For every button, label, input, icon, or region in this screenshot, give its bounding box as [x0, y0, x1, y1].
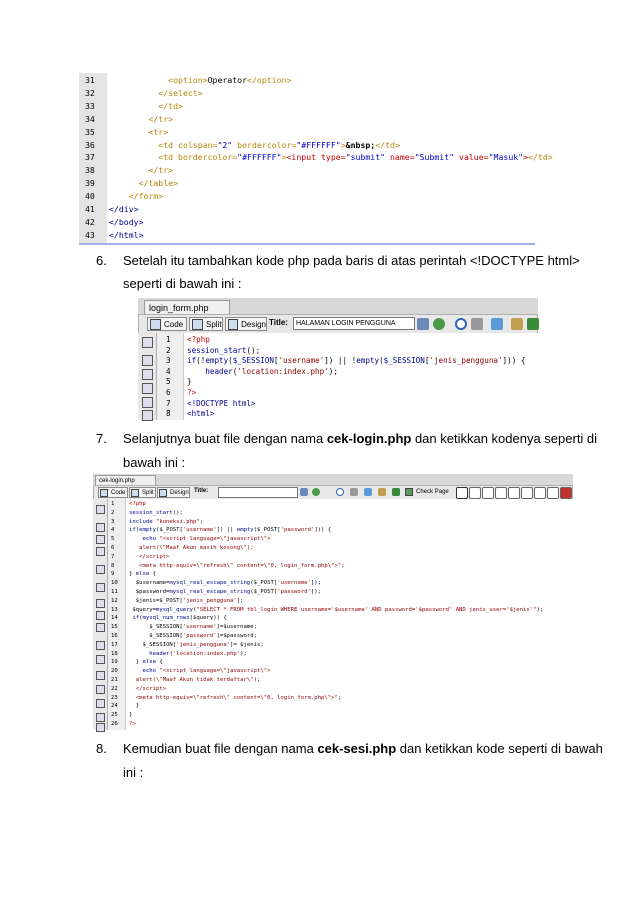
split-view-button[interactable] [189, 317, 223, 331]
code-view-button[interactable] [98, 487, 128, 498]
line-number: 15 [111, 624, 118, 631]
code-line: $_SESSION['username']=$username; [129, 624, 257, 631]
step-7-text-pre: Selanjutnya buat file dengan nama [123, 431, 327, 446]
code-line: </td> [158, 100, 183, 111]
code-line: <td colspan="2" bordercolor="#FFFFFF">&nbsp;</td> [158, 139, 400, 150]
design-view-button[interactable] [157, 487, 190, 498]
file-tab-label: cek-login.php [99, 478, 135, 484]
view-options-icon[interactable] [471, 318, 483, 330]
syntax-error-icon[interactable] [96, 623, 105, 632]
code-line: $username=mysql_real_escape_string($_POST['username']); [129, 580, 321, 587]
file-management-icon[interactable] [417, 318, 429, 330]
line-number: 43 [85, 229, 95, 240]
editor-window-login-form [138, 298, 538, 420]
code-line: </table> [138, 178, 179, 189]
code-line: session_start(); [187, 345, 261, 355]
code-view-label: Code [164, 319, 184, 329]
line-number: 40 [85, 191, 95, 202]
line-number: 26 [111, 721, 118, 727]
open-documents-icon[interactable] [96, 505, 105, 514]
design-view-label: Design [170, 489, 189, 496]
view-options-icon[interactable] [350, 488, 358, 496]
balance-braces-icon[interactable] [96, 583, 105, 592]
line-number: 21 [111, 677, 118, 683]
collapse-selection-icon[interactable] [142, 369, 153, 380]
line-number: 35 [85, 126, 95, 137]
step-6-text: Setelah itu tambahkan kode php pada baris di atas perintah <!DOCTYPE html> [123, 253, 580, 268]
code-line: <?php [187, 335, 210, 344]
line-number: 12 [111, 597, 118, 604]
design-icon [228, 319, 238, 330]
code-line: } [129, 703, 140, 710]
design-view-button[interactable] [225, 317, 267, 331]
step-8-text-pre: Kemudian buat file dengan nama [123, 741, 318, 756]
code-line: $_SESSION['password']=$password; [129, 633, 257, 639]
design-view-label: Design [241, 319, 266, 329]
line-number: 5 [111, 536, 115, 543]
document-toolbar [138, 314, 538, 334]
title-label: Title: [269, 318, 288, 327]
line-number: 36 [85, 139, 95, 150]
line-number: 19 [111, 659, 118, 666]
check-page-label: Check Page [416, 488, 449, 495]
code-line: </tr> [148, 165, 174, 176]
browser-compat-icon[interactable] [392, 488, 400, 496]
design-icon [159, 489, 167, 497]
code-line: </html> [109, 229, 144, 240]
step-7-text-post: dan ketikkan kodenya seperti di [411, 431, 598, 446]
code-line: <tr> [148, 126, 169, 137]
file-tab-label: login_form.php [149, 303, 209, 313]
line-number: 37 [85, 152, 95, 163]
line-number: 4 [111, 527, 115, 534]
code-line: </script> [135, 685, 167, 692]
code-line: <meta http-equiv=\"refresh\" content=\"0, login_form.php\">"; [135, 694, 342, 701]
refresh-icon[interactable] [336, 488, 344, 496]
line-number: 18 [111, 650, 118, 657]
code-editor-cek-login[interactable] [108, 499, 573, 730]
step-6-number: 6. [96, 253, 107, 268]
line-number: 8 [166, 409, 171, 419]
browser-compat-icon[interactable] [527, 318, 539, 330]
line-number: 8 [111, 562, 115, 569]
collapse-tag-icon[interactable] [96, 523, 105, 532]
indent-code-icon[interactable] [96, 713, 105, 722]
apply-comment-icon[interactable] [96, 641, 105, 650]
layout-icon-1[interactable] [456, 487, 468, 499]
title-input[interactable] [218, 487, 298, 498]
step-7-number: 7. [96, 431, 107, 446]
code-line: include "koneksi.php"; [129, 518, 204, 525]
line-number: 42 [85, 216, 95, 227]
file-tab[interactable] [144, 300, 230, 315]
code-line: echo "<script language=\"javascript\"> [142, 668, 271, 675]
code-block-form-end [79, 73, 553, 245]
step-7-text-cont: bawah ini : [123, 455, 186, 470]
step-7-text [123, 431, 597, 446]
line-number: 7 [111, 553, 115, 560]
line-number: 13 [111, 606, 118, 613]
code-icon [100, 489, 108, 497]
line-number: 3 [166, 356, 171, 366]
open-documents-icon[interactable] [142, 337, 153, 348]
highlight-invalid-icon[interactable] [96, 611, 105, 620]
code-line: $query=mysql_query("SELECT * FROM tbl_login WHERE username='$username' AND password='$password' AND jenis_user='$jenis'"); [129, 606, 544, 613]
code-line: <?php [129, 501, 146, 507]
line-number: 34 [85, 113, 95, 124]
line-number: 2 [111, 509, 115, 516]
title-label: Title: [194, 488, 209, 494]
wrap-tag-icon[interactable] [96, 671, 105, 680]
select-parent-tag-icon[interactable] [142, 397, 153, 408]
step-8-number: 8. [96, 741, 107, 756]
layout-icon-4[interactable] [495, 487, 507, 499]
line-number: 41 [85, 204, 95, 214]
code-line: alert(\"Maaf Akun masih kosong\"); [139, 545, 254, 551]
line-number: 14 [111, 615, 118, 622]
line-number: 2 [166, 345, 171, 355]
code-line: </div> [109, 204, 139, 214]
step-8-text-post: dan ketikkan kode seperti di bawah [396, 741, 603, 756]
balance-braces-icon[interactable] [142, 410, 153, 421]
collapse-selection-icon[interactable] [96, 535, 105, 544]
move-css-icon[interactable] [96, 699, 105, 708]
document-toolbar [93, 485, 573, 500]
step-7-filename: cek-login.php [326, 431, 412, 446]
code-line: if(empty($_POST['username']) || empty($_POST['password'])) { [129, 527, 332, 534]
split-icon [131, 489, 139, 497]
title-input[interactable]: HALAMAN LOGIN PENGGUNA [293, 317, 415, 330]
validate-markup-icon[interactable] [511, 318, 523, 330]
code-line: </select> [158, 87, 203, 98]
split-icon [192, 319, 203, 330]
coding-toolbar [138, 333, 157, 420]
code-line: </body> [109, 216, 144, 227]
code-line: $password=mysql_real_escape_string($_POST['password']); [129, 589, 321, 595]
code-line: $_SESSION['jenis_pengguna']= $jenis; [129, 641, 264, 648]
line-number: 24 [111, 703, 118, 710]
line-numbers-icon[interactable] [96, 599, 105, 608]
step-8-text-cont: ini : [123, 765, 144, 780]
code-line: echo "<script language=\"javascript\"> [142, 536, 271, 543]
line-number: 17 [111, 641, 118, 648]
split-view-button[interactable] [129, 487, 156, 498]
code-icon [150, 319, 161, 330]
code-line: </tr> [148, 113, 174, 124]
code-line: $jenis=$_POST['jenis_pengguna']; [129, 597, 244, 604]
line-number: 22 [111, 685, 118, 692]
code-line: header('location:index.php'); [205, 366, 338, 376]
code-editor-login-form[interactable] [157, 333, 538, 420]
code-line: ?> [129, 721, 136, 727]
split-view-label: Split [142, 489, 154, 496]
code-line: <meta http-equiv=\"refresh\" content=\"0, login_form.php\">"; [139, 562, 345, 569]
line-number: 6 [166, 388, 171, 397]
line-number: 33 [85, 100, 95, 111]
code-line: header('location:index.php'); [149, 650, 247, 657]
code-line: </form> [128, 191, 164, 202]
editor-window-cek-login [93, 474, 573, 730]
layout-icon-3[interactable] [482, 487, 494, 499]
line-number: 6 [111, 545, 115, 551]
code-line: </script> [139, 553, 170, 560]
check-page-button[interactable] [404, 487, 449, 496]
line-number: 31 [85, 75, 95, 85]
file-management-icon[interactable] [300, 488, 308, 496]
outdent-code-icon[interactable] [96, 723, 105, 732]
code-line: } [129, 712, 133, 719]
visual-aids-icon[interactable] [364, 488, 372, 496]
code-line: if(mysql_num_rows($query)) { [132, 615, 227, 622]
line-number: 20 [111, 668, 118, 675]
line-number: 1 [111, 501, 115, 507]
collapse-tag-icon[interactable] [142, 355, 153, 366]
refresh-icon[interactable] [455, 318, 467, 330]
code-line: } else { [129, 571, 156, 578]
line-number: 16 [111, 633, 118, 639]
code-line: if(!empty($_SESSION['username']) || !empty($_SESSION['jenis_pengguna'])) { [187, 356, 526, 366]
visual-aids-icon[interactable] [491, 318, 503, 330]
code-line: session_start(); [129, 509, 183, 516]
code-line: <!DOCTYPE html> [187, 398, 256, 408]
line-number: 3 [111, 518, 115, 525]
code-view-label: Code [111, 489, 126, 496]
code-line: <td bordercolor="#FFFFFF"><input type="submit" name="Submit" value="Masuk"></td> [158, 152, 553, 163]
line-number: 23 [111, 694, 118, 701]
expand-all-icon[interactable] [142, 383, 153, 394]
code-line: <html> [187, 409, 215, 419]
validate-markup-icon[interactable] [378, 488, 386, 496]
line-number: 32 [85, 87, 95, 98]
coding-toolbar [93, 499, 108, 730]
code-line: alert(\"Maaf Akun tidak terdaftar\"); [135, 677, 261, 683]
expand-all-icon[interactable] [96, 547, 105, 556]
layout-icon-5[interactable] [508, 487, 520, 499]
line-number: 1 [166, 335, 171, 344]
select-parent-tag-icon[interactable] [96, 565, 105, 574]
check-page-icon [405, 488, 413, 496]
code-line: } else { [129, 659, 163, 666]
recent-snippets-icon[interactable] [96, 685, 105, 694]
line-number: 38 [85, 165, 95, 176]
layout-icon-6[interactable] [521, 487, 533, 499]
line-number: 9 [111, 571, 115, 578]
line-number: 4 [166, 366, 171, 376]
layout-icon-8[interactable] [547, 487, 559, 499]
layout-icon-2[interactable] [469, 487, 481, 499]
split-view-label: Split [206, 319, 222, 329]
line-number: 25 [111, 712, 118, 719]
preview-globe-icon[interactable] [312, 488, 320, 496]
line-number: 39 [85, 178, 95, 189]
step-6-text-cont: seperti di bawah ini : [123, 276, 242, 291]
step-8-filename: cek-sesi.php [317, 741, 397, 756]
step-8-text [123, 741, 603, 756]
code-line: ?> [187, 388, 197, 397]
preview-globe-icon[interactable] [433, 318, 445, 330]
code-line: } [187, 377, 192, 387]
line-number: 5 [166, 377, 171, 387]
layout-icon-7[interactable] [534, 487, 546, 499]
layout-icon-9[interactable] [560, 487, 572, 499]
code-line: <option>Operator</option> [168, 75, 292, 85]
line-number: 10 [111, 580, 118, 587]
line-number: 7 [166, 398, 171, 408]
line-number: 11 [111, 589, 118, 595]
remove-comment-icon[interactable] [96, 655, 105, 664]
code-view-button[interactable] [147, 317, 187, 331]
